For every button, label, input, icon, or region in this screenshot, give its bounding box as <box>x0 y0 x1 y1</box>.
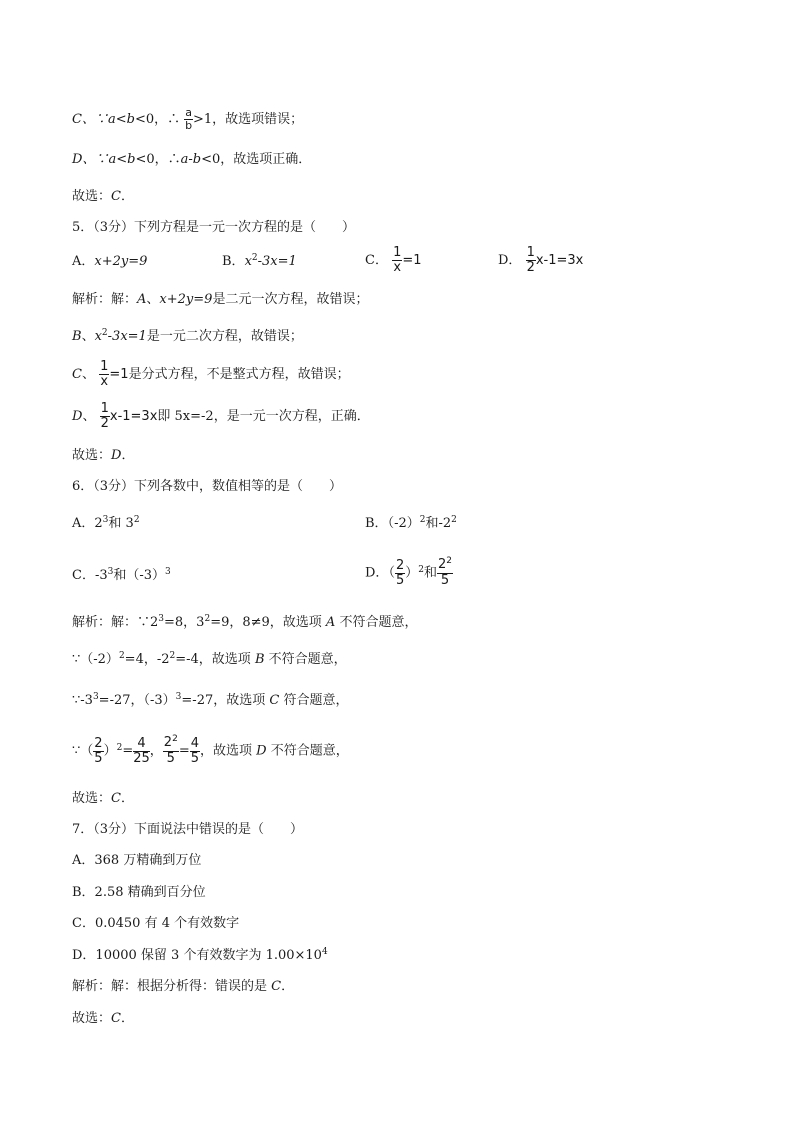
expression: =1 <box>109 367 129 382</box>
fraction <box>392 246 402 275</box>
text: 不符合题意， <box>266 743 349 759</box>
q5-solution-line-1 <box>72 292 368 308</box>
text: =4，-2 <box>124 652 170 667</box>
base: 3 <box>125 516 134 531</box>
superscript: 3 <box>175 692 182 702</box>
denominator: 5 <box>94 750 103 766</box>
text: 解析：解：根据分析得：错误的是 <box>72 979 272 994</box>
superscript: 2 <box>172 734 178 744</box>
question-5-stem: 5．（3分）下列方程是一元一次方程的是（ ） <box>72 220 356 235</box>
text: 和-2 <box>425 516 452 531</box>
denominator: b <box>185 119 193 132</box>
option-text: =1 <box>402 253 422 268</box>
text: 故选： <box>72 448 112 463</box>
option-ref: A <box>325 615 336 630</box>
numerator: 1 <box>526 245 535 260</box>
q5-solution-line-2 <box>72 329 303 346</box>
q6-solution-line-1 <box>72 615 417 632</box>
text: =9，8≠9，故选项 <box>210 615 326 630</box>
base: -3 <box>94 568 108 583</box>
denominator: 25 <box>133 750 150 766</box>
text: ． <box>120 791 134 806</box>
superscript: 3 <box>158 614 165 624</box>
text: 和（-3） <box>113 568 166 583</box>
option-ref: B <box>72 329 82 344</box>
text: ． <box>120 1011 134 1026</box>
expression: x+2y=9 <box>159 292 213 307</box>
superscript: 4 <box>321 947 328 957</box>
text: = <box>178 743 190 759</box>
numerator: 4 <box>133 737 150 752</box>
option-text: -3x=1 <box>257 254 297 269</box>
fraction <box>190 737 200 766</box>
option-ref: C <box>72 367 82 382</box>
answer-value: C <box>111 1011 121 1026</box>
q7-option-c: C．0.0450 有 4 个有效数字 <box>72 916 240 931</box>
denominator: 5 <box>395 572 405 588</box>
option-label: A． <box>72 516 95 531</box>
q5-option-b <box>222 254 297 271</box>
answer-q6 <box>72 791 134 807</box>
option-ref: B <box>254 652 265 667</box>
option-ref: A <box>137 292 147 307</box>
fraction <box>99 360 109 389</box>
text: < <box>115 112 127 127</box>
superscript: 2 <box>419 515 426 525</box>
fraction <box>93 737 103 766</box>
numerator: 1 <box>393 245 402 260</box>
superscript: 2 <box>101 328 108 338</box>
question-6-stem: 6．（3分）下列各数中，数值相等的是（ ） <box>72 479 343 494</box>
superscript: 2 <box>446 556 453 566</box>
var-a: a <box>108 152 117 167</box>
superscript: 3 <box>92 692 99 702</box>
expression: x-1=3x <box>109 409 158 424</box>
q6-solution-line-3 <box>72 693 348 710</box>
numerator: 1 <box>100 359 109 374</box>
paren: （ <box>80 743 94 759</box>
superscript: 3 <box>107 567 114 577</box>
text: ． <box>120 189 134 204</box>
q6-solution-line-2 <box>72 652 347 669</box>
q5-solution-line-4 <box>72 402 370 431</box>
answer-q4 <box>72 189 134 205</box>
option-ref: C <box>271 979 282 994</box>
denominator: 5 <box>166 751 175 766</box>
text: 即 5x=-2 <box>157 409 214 424</box>
text: 解析：解：∵2 <box>72 615 159 630</box>
expression: -3x=1 <box>107 329 147 344</box>
q7-option-a: A．368 万精确到万位 <box>72 853 202 868</box>
option-label: D． <box>498 253 522 268</box>
text: 、 <box>146 292 160 307</box>
option-ref: D <box>256 743 267 759</box>
var-b: b <box>127 152 136 167</box>
denominator: x <box>393 260 402 275</box>
numerator: 4 <box>190 735 199 751</box>
q7-option-b: B．2.58 精确到百分位 <box>72 885 206 900</box>
text: 解析：解： <box>72 292 138 307</box>
superscript: 2 <box>251 253 258 263</box>
text: < <box>116 152 128 167</box>
superscript: 2 <box>133 515 140 525</box>
numerator: 1 <box>100 401 109 416</box>
question-7-stem: 7．（3分）下面说法中错误的是（ ） <box>72 822 304 837</box>
text: =-27，故选项 <box>181 693 270 708</box>
text: 、 <box>82 409 96 424</box>
denominator: 2 <box>526 260 535 275</box>
fraction <box>395 559 405 588</box>
option-d-analysis <box>72 152 311 168</box>
option-ref: C <box>269 693 280 708</box>
text: 是一元二次方程，故错误； <box>146 329 303 344</box>
text: ∵（-2） <box>72 652 119 667</box>
base: （-2） <box>387 516 420 531</box>
superscript: 2 <box>169 651 176 661</box>
text: <0，∴ <box>135 152 181 167</box>
answer-value: C <box>111 791 121 806</box>
option-label: B． <box>365 516 388 531</box>
option-ref: D <box>72 409 83 424</box>
answer-q7 <box>72 1011 134 1027</box>
option-label: D． <box>365 565 389 581</box>
text: ． <box>281 979 295 994</box>
option-text: x-1=3x <box>535 253 584 268</box>
text: ，是一元一次方程，正确． <box>213 409 370 424</box>
numerator: 2 <box>163 735 173 750</box>
var-b: b <box>126 112 135 127</box>
q6-option-b <box>365 516 457 533</box>
answer-q5 <box>72 448 134 464</box>
q7-option-d <box>72 948 328 965</box>
q5-option-d <box>498 246 583 275</box>
q6-solution-line-4 <box>72 736 349 766</box>
option-label: B． <box>222 254 245 269</box>
text: <0，∴ <box>134 112 181 127</box>
paren: ） <box>405 565 419 581</box>
text: ∵-3 <box>72 693 93 708</box>
q6-option-d <box>365 558 453 588</box>
expression: a-b <box>180 152 202 167</box>
fraction <box>133 737 150 766</box>
text: =-27，（-3） <box>98 693 176 708</box>
denominator: 5 <box>190 750 199 766</box>
text: 不符合题意， <box>264 652 347 667</box>
q7-solution <box>72 979 294 995</box>
denominator: 2 <box>100 416 109 431</box>
superscript: 2 <box>118 651 125 661</box>
q5-solution-line-3 <box>72 360 350 389</box>
superscript: 2 <box>451 515 457 525</box>
fraction <box>163 736 179 766</box>
text: 是分式方程，不是整式方程，故错误； <box>128 367 350 382</box>
denominator: x <box>100 374 109 389</box>
option-label: A． <box>72 254 95 269</box>
fraction-a-over-b <box>184 107 193 132</box>
paren: （ <box>388 565 395 581</box>
text: 、 <box>81 367 95 382</box>
base: 2 <box>94 516 103 531</box>
option-label: C． <box>72 568 95 583</box>
paren: ） <box>103 743 117 759</box>
text: = <box>122 743 134 759</box>
option-label: C． <box>365 253 388 268</box>
q5-option-a <box>72 254 147 270</box>
q6-option-a <box>72 516 140 533</box>
q5-option-c <box>365 246 422 275</box>
text: 和 <box>108 516 126 531</box>
text: ，故选项 <box>200 743 257 759</box>
text: 不符合题意， <box>335 615 418 630</box>
option-text: x+2y=9 <box>94 254 148 269</box>
answer-value: D <box>111 448 122 463</box>
superscript: 3 <box>102 515 109 525</box>
text: D、∵ <box>72 152 109 167</box>
expression: x <box>94 329 102 344</box>
superscript: 2 <box>204 614 211 624</box>
text: ． <box>121 448 135 463</box>
text: =-4，故选项 <box>175 652 255 667</box>
superscript: 2 <box>418 564 424 575</box>
numerator: 2 <box>438 557 447 572</box>
fraction <box>437 558 453 588</box>
numerator: a <box>185 106 193 119</box>
numerator: 2 <box>94 735 103 751</box>
answer-value: C <box>111 189 121 204</box>
var-a: a <box>107 112 116 127</box>
text: ， <box>149 743 163 759</box>
option-text: D．10000 保留 3 个有效数字为 1.00×10 <box>72 948 322 963</box>
text: =8，3 <box>164 615 205 630</box>
text: ∵ <box>72 743 81 759</box>
superscript: 2 <box>116 742 123 753</box>
text: <0，故选项正确． <box>201 152 312 167</box>
text: 故选： <box>72 1011 112 1026</box>
q6-option-c <box>72 568 171 585</box>
text: 是二元一次方程，故错误； <box>212 292 369 307</box>
text: 、 <box>81 329 95 344</box>
text: 故选： <box>72 791 112 806</box>
text: 符合题意， <box>279 693 349 708</box>
option-text: x <box>244 254 252 269</box>
text: C、∵ <box>72 112 108 127</box>
denominator: 5 <box>440 573 450 588</box>
numerator: 2 <box>395 557 405 573</box>
text: 故选： <box>72 189 112 204</box>
fraction <box>100 402 110 431</box>
superscript: 3 <box>165 567 171 577</box>
option-c-analysis <box>72 107 303 132</box>
text: 和 <box>423 565 437 581</box>
text: >1，故选项错误； <box>193 112 304 127</box>
fraction <box>526 246 536 275</box>
